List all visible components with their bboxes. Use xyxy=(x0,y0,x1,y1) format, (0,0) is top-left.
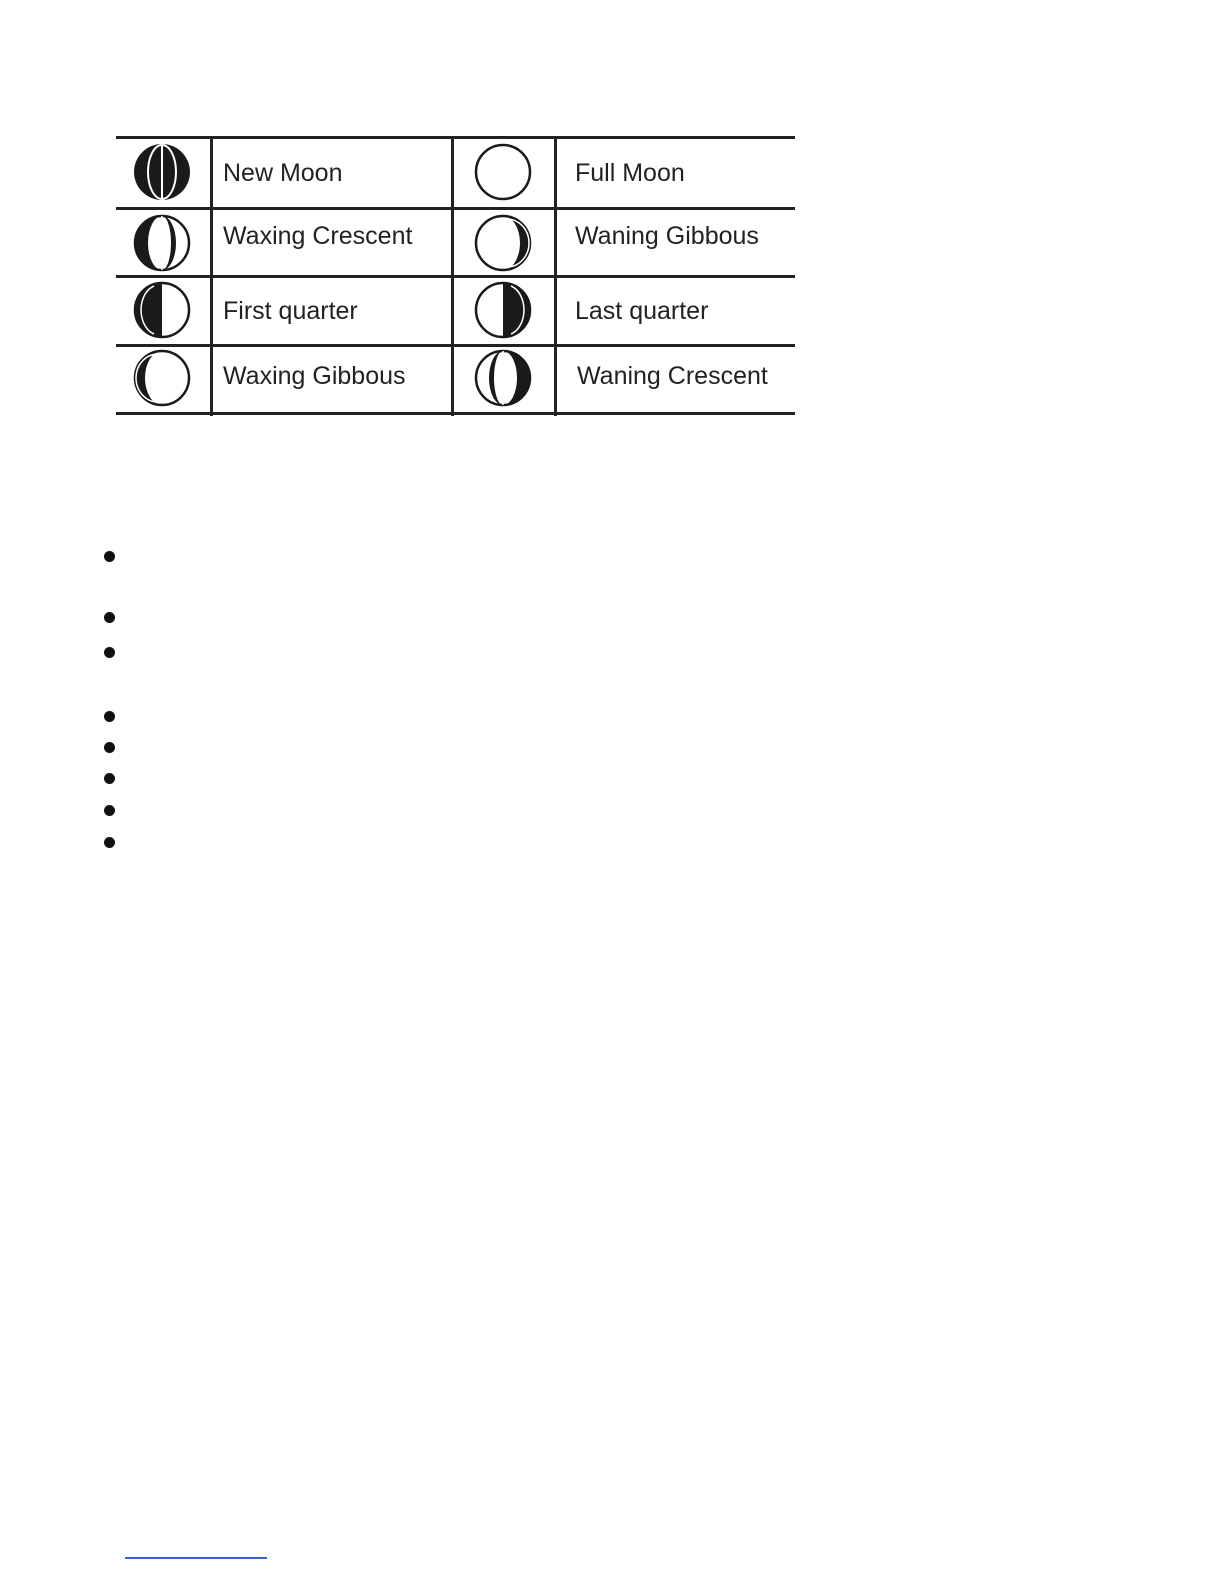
phase-label-waning-crescent: Waning Crescent xyxy=(577,362,768,390)
phase-label-waning-gibbous: Waning Gibbous xyxy=(575,222,759,250)
table-rule xyxy=(116,275,795,278)
phase-label-waxing-gibbous: Waxing Gibbous xyxy=(223,362,406,390)
bullet-marker xyxy=(104,551,115,562)
phase-label-first-quarter: First quarter xyxy=(223,297,358,325)
table-divider xyxy=(451,136,454,416)
waning-crescent-icon xyxy=(473,348,533,408)
table-rule xyxy=(116,207,795,210)
moon-phase-table xyxy=(116,136,795,416)
table-rule-bottom xyxy=(116,412,795,415)
bullet-marker xyxy=(104,773,115,784)
phase-label-last-quarter: Last quarter xyxy=(575,297,709,325)
first-quarter-icon xyxy=(132,280,192,340)
full-moon-icon xyxy=(473,142,533,202)
last-quarter-icon xyxy=(473,280,533,340)
bullet-marker xyxy=(104,612,115,623)
table-divider xyxy=(554,136,557,416)
waxing-crescent-icon xyxy=(132,213,192,273)
phase-label-waxing-crescent: Waxing Crescent xyxy=(223,222,413,250)
table-rule-top xyxy=(116,136,795,139)
waxing-gibbous-icon xyxy=(132,348,192,408)
table-rule xyxy=(116,344,795,347)
phase-label-full-moon: Full Moon xyxy=(575,159,685,187)
phase-label-new-moon: New Moon xyxy=(223,159,343,187)
footnote-separator xyxy=(125,1557,267,1559)
bullet-marker xyxy=(104,742,115,753)
bullet-marker xyxy=(104,647,115,658)
bullet-list xyxy=(104,0,124,900)
waning-gibbous-icon xyxy=(473,213,533,273)
table-divider xyxy=(210,136,213,416)
new-moon-icon xyxy=(132,142,192,202)
bullet-marker xyxy=(104,837,115,848)
bullet-marker xyxy=(104,805,115,816)
bullet-marker xyxy=(104,711,115,722)
